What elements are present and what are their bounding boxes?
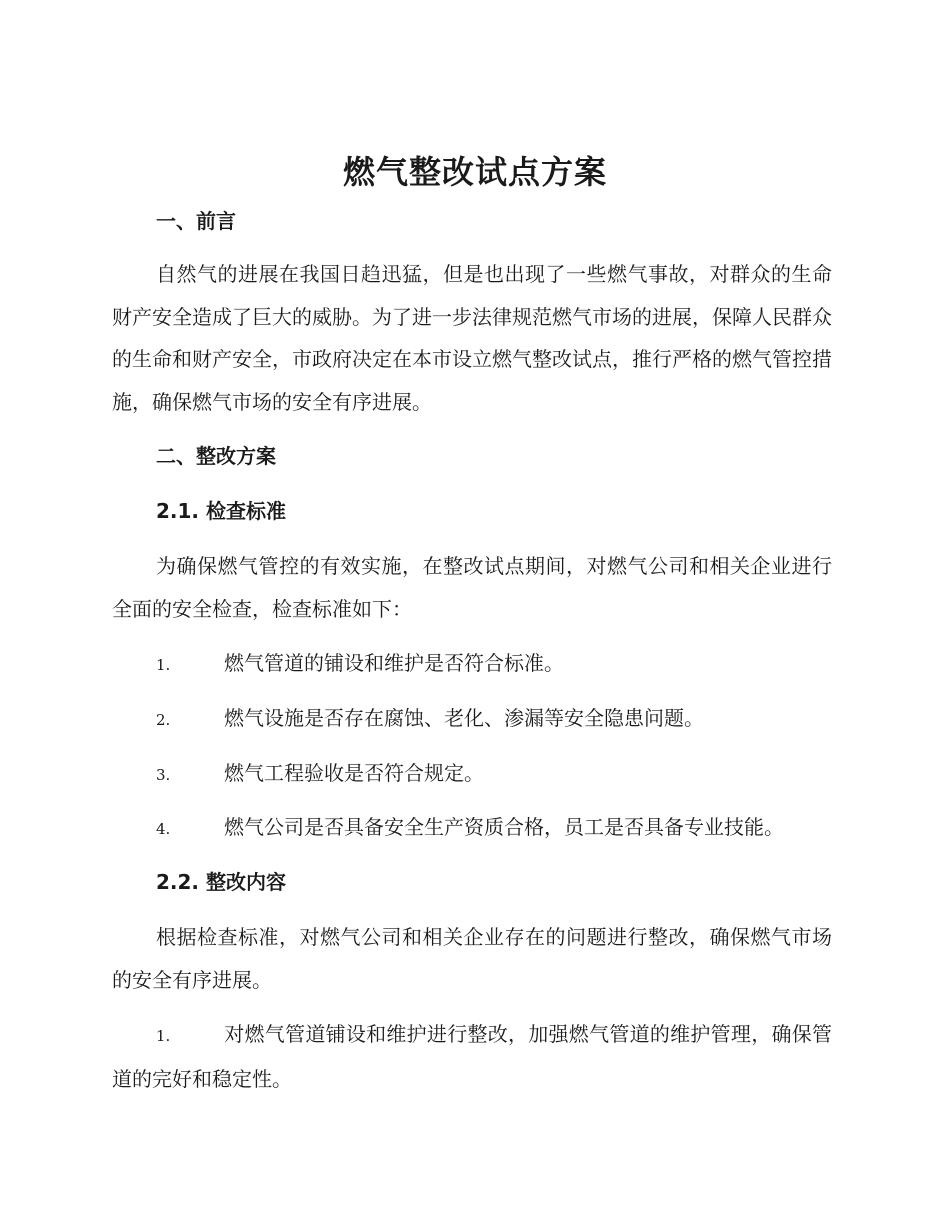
list-item-number: 3. bbox=[156, 766, 171, 784]
list-item bbox=[112, 1013, 832, 1100]
preface-paragraph: 自然气的进展在我国日趋迅猛，但是也出现了一些燃气事故，对群众的生命财产安全造成了巨大的威胁。为了进一步法律规范燃气市场的进展，保障人民群众的生命和财产安全，市政府决定在本市设立燃气整改试点，推行严格的燃气管控措施，确保燃气市场的安全有序进展。 bbox=[112, 262, 832, 414]
list-item bbox=[156, 812, 832, 844]
list-item-text: 燃气工程验收是否符合规定。 bbox=[224, 761, 484, 785]
list-item-text: 燃气设施是否存在腐蚀、老化、渗漏等安全隐患问题。 bbox=[224, 706, 704, 730]
list-item-text: 燃气公司是否具备安全生产资质合格，员工是否具备专业技能。 bbox=[224, 815, 784, 839]
list-item bbox=[156, 703, 832, 735]
list-item-number: 1. bbox=[156, 656, 171, 674]
list-item-text: 燃气管道的铺设和维护是否符合标准。 bbox=[224, 651, 564, 675]
subsection-heading-rectification-content: 2.2. 整改内容 bbox=[156, 870, 286, 894]
section-heading-plan: 二、整改方案 bbox=[156, 444, 276, 468]
list-item bbox=[156, 648, 832, 680]
list-item-text: 对燃气管道铺设和维护进行整改，加强燃气管道的维护管理，确保管道的完好和稳定性。 bbox=[112, 1022, 832, 1091]
list-item bbox=[156, 758, 832, 790]
list-item-number: 2. bbox=[156, 711, 171, 729]
rectification-content-intro: 根据检查标准，对燃气公司和相关企业存在的问题进行整改，确保燃气市场的安全有序进展。 bbox=[112, 925, 832, 992]
document-title: 燃气整改试点方案 bbox=[342, 153, 607, 191]
inspection-standards-intro: 为确保燃气管控的有效实施，在整改试点期间，对燃气公司和相关企业进行全面的安全检查，检查标准如下： bbox=[112, 554, 832, 621]
list-item-number: 1. bbox=[156, 1027, 171, 1045]
subsection-heading-inspection-standards: 2.1. 检查标准 bbox=[156, 499, 286, 523]
section-heading-preface: 一、前言 bbox=[156, 209, 236, 233]
list-item-number: 4. bbox=[156, 820, 171, 838]
